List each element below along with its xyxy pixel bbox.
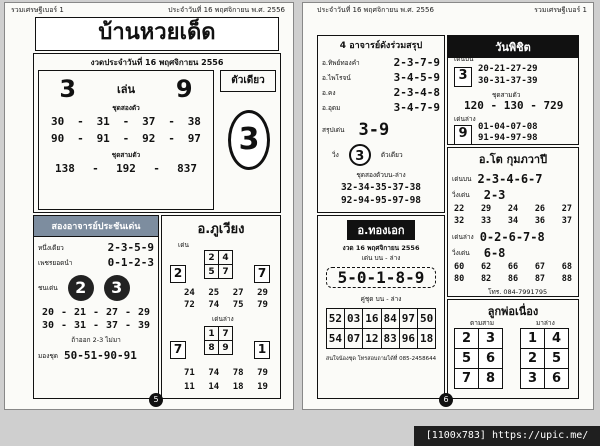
- draw-date: งวดประจำวันที่ 16 พฤศจิกายน 2556: [90, 58, 224, 67]
- w-bottom-digit: 9: [454, 125, 472, 145]
- note: ถ้าออก 2-3 ไม่มา: [71, 336, 121, 344]
- look-label: มองชุด: [38, 351, 58, 360]
- triple: 138: [55, 162, 75, 175]
- father-cell: 2: [521, 349, 545, 369]
- two-digit-label: ชุดสองตัว: [112, 104, 140, 112]
- pair: 97: [187, 132, 201, 145]
- koto-row4: [448, 272, 578, 284]
- koto-run: 2-3: [483, 188, 506, 202]
- play-box: [38, 70, 214, 210]
- pair: 88: [561, 274, 572, 284]
- grid-cell: 7: [219, 327, 233, 341]
- pair: 92: [142, 132, 156, 145]
- teacher-title: อ.ภูเวียง: [197, 222, 245, 237]
- teacher-name: อ.ทิพย์ทองคำ: [322, 58, 360, 67]
- summary-main: 3-9: [358, 120, 390, 140]
- pair: 27: [105, 307, 119, 318]
- grid2-left: 7: [170, 341, 186, 359]
- koto-row2: [448, 214, 578, 226]
- teacher-digits: 2-3-7-9: [393, 56, 440, 69]
- gold-sub: เด่น บน - ล่าง: [361, 254, 401, 262]
- koto-bottom: 0-2-6-7-8: [479, 230, 545, 244]
- single-label-box: [220, 70, 276, 92]
- pair: 37: [105, 320, 119, 331]
- pair: 29: [480, 204, 492, 214]
- pair: 26: [534, 204, 546, 214]
- koto-title: อ.โต กุมภวาปี: [478, 153, 548, 166]
- pair: 18: [232, 382, 244, 392]
- w-bottom-row1: 01-04-07-08: [478, 122, 538, 132]
- pair: 32: [454, 216, 465, 226]
- father-cell: 8: [479, 369, 503, 389]
- koto-run2-label: วิ่งเด่น: [452, 249, 470, 257]
- pair: 30: [51, 115, 65, 128]
- right-header-date: ประจำวันที่ 16 พฤศจิกายน พ.ศ. 2556: [317, 6, 434, 14]
- pair: 25: [208, 288, 220, 298]
- gold-digits: 5-0-1-8-9: [337, 268, 425, 287]
- pair: 27: [232, 288, 244, 298]
- pair: 24: [507, 204, 519, 214]
- father-cell: 6: [479, 349, 503, 369]
- pair: 68: [561, 262, 572, 272]
- single-label: ตัวเดียว: [231, 75, 265, 86]
- pair: 78: [232, 368, 244, 378]
- teacher-digits: 2-3-4-8: [393, 86, 440, 99]
- pair: 79: [257, 368, 268, 378]
- pair: 66: [507, 262, 519, 272]
- koto-row1: [448, 202, 578, 214]
- w-three-label: ชุดสามตัว: [492, 91, 521, 99]
- gold-pair-cell: 12: [363, 329, 381, 349]
- gold-contact: สนใจน้องชุด โทรสอบถามได้ที่ 085-2458644: [325, 356, 437, 362]
- pair: 72: [184, 300, 195, 310]
- teacher-digits: 3-4-5-9: [393, 71, 440, 84]
- koto-run-label: วิ่งเด่น: [452, 191, 470, 199]
- w-bottom-row2: 91-94-97-98: [478, 133, 538, 143]
- two-tb-label: ชุดสองตัวบน-ล่าง: [356, 171, 406, 179]
- koto-bottom-label: เด่นล่าง: [452, 233, 474, 241]
- three-digit-label: ชุดสามตัว: [111, 151, 141, 159]
- grid-cell: 1: [205, 327, 219, 341]
- pair: 27: [561, 204, 572, 214]
- play-left-digit: 3: [59, 75, 77, 103]
- pairs-row2: 30 - 31 - 37 - 39: [42, 320, 150, 331]
- section2-box: [33, 215, 159, 399]
- main-digit-circle: 2: [68, 275, 94, 301]
- pair: 80: [454, 274, 465, 284]
- pair: 31: [73, 320, 87, 331]
- w-bottom-label: เด่นล่าง: [454, 115, 476, 123]
- right-header-title: รวมเศรษฐีเบอร์ 1: [534, 6, 587, 14]
- pair: 82: [480, 274, 492, 284]
- main-tip-box: [33, 53, 281, 213]
- gold-pair-cell: 18: [418, 329, 436, 349]
- grid1-label: เด่น: [178, 241, 189, 249]
- father-cell: 4: [545, 329, 569, 349]
- single-digit-circle: 3: [228, 110, 270, 170]
- pairs-row1: 20 - 21 - 27 - 29: [42, 307, 150, 318]
- pair: 67: [534, 262, 546, 272]
- winner-title: วันพิชิต: [448, 36, 578, 58]
- gold-pair-cell: 54: [326, 329, 344, 349]
- gold-pair-cell: 52: [326, 309, 344, 329]
- father-right-label: มาล่าง: [536, 319, 555, 327]
- grid1-right: 7: [254, 265, 270, 283]
- summary-box: [317, 35, 445, 213]
- koto-row3: [448, 260, 578, 272]
- grid1-row2: [184, 300, 268, 310]
- father-cell: 7: [455, 369, 479, 389]
- father-cell: 3: [521, 369, 545, 389]
- grid-cell: 2: [205, 251, 219, 265]
- pair: 75: [232, 300, 244, 310]
- father-cell: 6: [545, 369, 569, 389]
- triple: 837: [177, 162, 197, 175]
- grid2-label: เด่นล่าง: [212, 315, 234, 323]
- main-digit-circle: 3: [104, 275, 130, 301]
- w-three: 120 - 130 - 729: [464, 99, 564, 112]
- pair: 33: [480, 216, 492, 226]
- pair: 11: [184, 382, 195, 392]
- grid2-row1: [184, 368, 268, 378]
- w-top-row1: 20-21-27-29: [478, 64, 538, 74]
- page-title: บ้านหวยเด็ด: [98, 20, 216, 45]
- left-page: [4, 2, 294, 410]
- grid1-table: [204, 250, 233, 279]
- summary-single-right: ตัวเดียว: [380, 151, 403, 159]
- title-box: [35, 17, 279, 51]
- gold-pair-cell: 03: [345, 309, 363, 329]
- w-top-label: เด่นบน: [454, 55, 474, 63]
- pair: 31: [96, 115, 110, 128]
- two-digit-row1: 30 - 31 - 37 - 38: [51, 115, 201, 128]
- gold-date: งวด 16 พฤศจิกายน 2556: [342, 244, 420, 252]
- single-row-label: หนึ่งเดียว: [38, 243, 64, 252]
- grid-cell: 7: [219, 265, 233, 279]
- koto-box: [447, 147, 579, 297]
- gold-pair-cell: 16: [363, 309, 381, 329]
- w-top-digit: 3: [454, 67, 472, 87]
- right-page: [302, 2, 594, 410]
- gold-pair-cell: 96: [399, 329, 417, 349]
- pair: 24: [184, 288, 195, 298]
- pair: 22: [454, 204, 465, 214]
- w-top-row2: 30-31-37-39: [478, 76, 538, 86]
- pair: 74: [208, 368, 220, 378]
- pair: 91: [96, 132, 110, 145]
- two-row2: 92-94-95-97-98: [340, 195, 422, 206]
- triple: 192: [116, 162, 136, 175]
- father-cell: 2: [455, 329, 479, 349]
- pair: 71: [184, 368, 195, 378]
- summary-single-label: วิ่ง: [332, 151, 339, 159]
- grid1-row1: [184, 288, 268, 298]
- pair: 38: [187, 115, 201, 128]
- pair: 39: [137, 320, 150, 331]
- father-cell: 3: [479, 329, 503, 349]
- koto-main-label: เด่นบน: [452, 175, 472, 183]
- left-page-number: 5: [149, 393, 163, 407]
- gold-pair-cell: 84: [381, 309, 399, 329]
- pair: 21: [73, 307, 87, 318]
- father-left-label: ตามสาม: [470, 319, 495, 327]
- gold-pair-cell: 07: [345, 329, 363, 349]
- pair: 30: [42, 320, 55, 331]
- play-right-digit: 9: [175, 75, 193, 103]
- pair: 19: [257, 382, 268, 392]
- grid-cell: 5: [205, 265, 219, 279]
- pair: 90: [51, 132, 65, 145]
- gem-label: เพชรยอดนำ: [38, 258, 73, 267]
- gold-pairs-table: [326, 308, 437, 349]
- right-page-number: 6: [439, 393, 453, 407]
- father-right-table: [520, 328, 569, 389]
- grid-cell: 4: [219, 251, 233, 265]
- summary-title: 4 อาจารย์ดังร่วมสรุป: [339, 41, 423, 51]
- father-cell: 1: [521, 329, 545, 349]
- koto-main: 2-3-4-6-7: [477, 172, 543, 186]
- image-watermark: [1100x783] https://upic.me/: [414, 426, 600, 446]
- gem-value: 0-1-2-3: [107, 256, 154, 269]
- winner-box: [447, 35, 579, 145]
- grid2-row2: [184, 382, 268, 392]
- pair: 34: [507, 216, 519, 226]
- main-label: ชนเด่น: [38, 284, 58, 292]
- grid-cell: 8: [205, 341, 219, 355]
- teacher-name: อ.ไพโรจน์: [322, 73, 351, 82]
- pair: 74: [208, 300, 220, 310]
- gold-box: [317, 215, 445, 399]
- grid2-right: 1: [254, 341, 270, 359]
- gold-pair-cell: 97: [399, 309, 417, 329]
- father-cell: 5: [545, 349, 569, 369]
- pair: 60: [454, 262, 465, 272]
- father-left-table: [454, 328, 503, 389]
- left-header-date: ประจำวันที่ 16 พฤศจิกายน พ.ศ. 2556: [168, 6, 285, 14]
- gold-title: อ.ทองเอก: [347, 220, 414, 240]
- left-header-title: รวมเศรษฐีเบอร์ 1: [11, 6, 64, 14]
- pair: 14: [208, 382, 220, 392]
- grid-cell: 9: [219, 341, 233, 355]
- koto-run2: 6-8: [483, 246, 506, 260]
- gold-pair-cell: 83: [381, 329, 399, 349]
- section2-title: สองอาจารย์ประชันเด่น: [34, 216, 158, 237]
- pair: 87: [534, 274, 546, 284]
- father-cell: 5: [455, 349, 479, 369]
- single-row-value: 2-3-5-9: [107, 241, 154, 254]
- pair: 79: [257, 300, 268, 310]
- three-digit-row: 138 - 192 - 837: [55, 162, 197, 175]
- teacher-name: อ.อุดม: [322, 103, 341, 112]
- gold-pair-cell: 50: [418, 309, 436, 329]
- grid1-left: 2: [170, 265, 186, 283]
- pair: 37: [142, 115, 156, 128]
- father-box: [447, 299, 579, 399]
- pair: 29: [257, 288, 268, 298]
- pair: 36: [534, 216, 546, 226]
- teacher-box: [161, 215, 281, 399]
- father-title: ลูกพ่อเนื่อง: [487, 305, 539, 318]
- pair: 86: [507, 274, 519, 284]
- grid2-table: [204, 326, 233, 355]
- play-label: เล่น: [116, 83, 135, 96]
- look-value: 50-51-90-91: [64, 349, 137, 362]
- pair: 20: [42, 307, 55, 318]
- pair: 37: [561, 216, 572, 226]
- two-row1: 32-34-35-37-38: [340, 182, 422, 193]
- koto-phone: โทร. 084-7991795: [488, 288, 548, 296]
- pair: 29: [137, 307, 150, 318]
- teacher-name: อ.คง: [322, 88, 336, 97]
- teacher-digits: 3-4-7-9: [393, 101, 440, 114]
- two-digit-row2: 90 - 91 - 92 - 97: [51, 132, 201, 145]
- pair: 62: [480, 262, 492, 272]
- summary-main-label: สรุปเด่น: [322, 126, 345, 134]
- summary-single-circle: 3: [349, 144, 371, 166]
- gold-pairs-label: คู่ชุด บน - ล่าง: [360, 295, 402, 303]
